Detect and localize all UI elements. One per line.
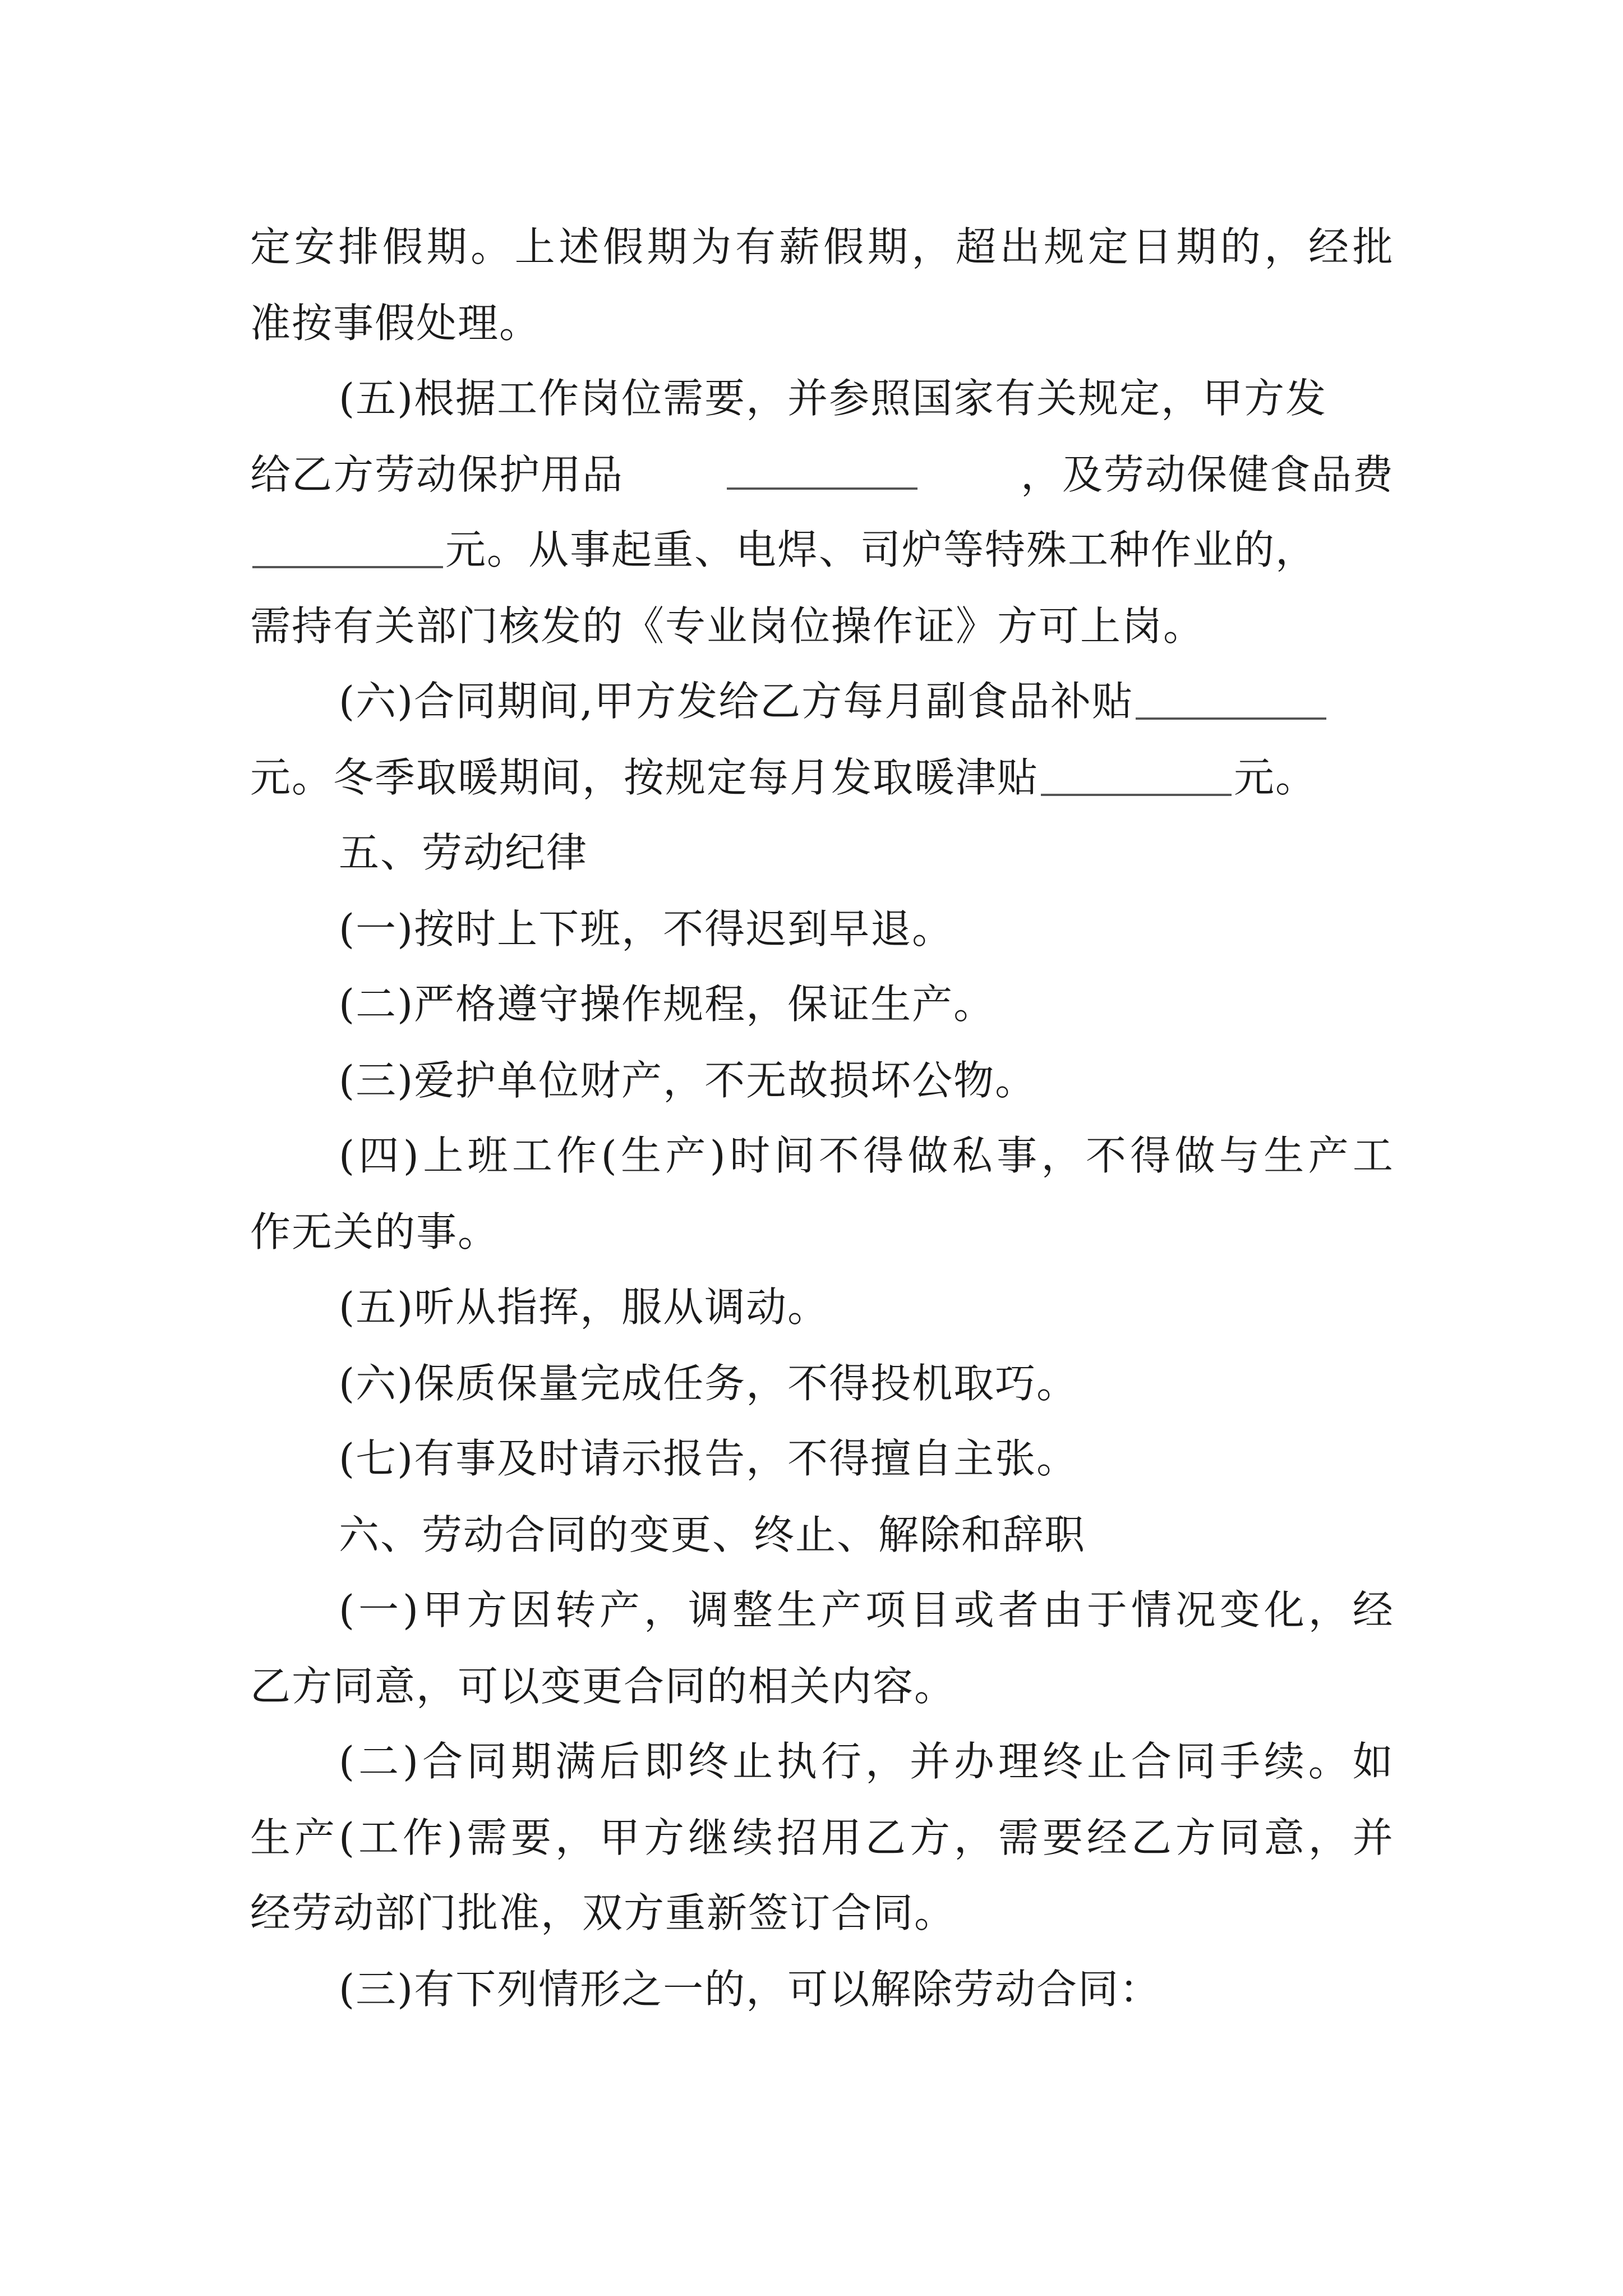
text-segment: 六、劳动合同的变更、终止、解除和辞职 [339, 1511, 1086, 1558]
text-segment: (五)根据工作岗位需要，并参照国家有关规定，甲方发 [339, 375, 1327, 422]
section-heading-contract-changes [339, 1496, 1394, 1574]
text-line-12 [339, 1041, 1394, 1120]
text-segment: (七)有事及时请示报告，不得擅自主张。 [339, 1435, 1078, 1482]
text-segment: ，及劳动保健食品费 [1020, 451, 1394, 498]
fill-in-blank-health-food-fee[interactable] [252, 566, 443, 568]
text-line-7 [339, 662, 1394, 740]
text-line-10 [339, 890, 1394, 968]
fill-in-blank-protective-gear[interactable] [727, 487, 917, 490]
text-line-13 [339, 1116, 1394, 1195]
text-line-5 [250, 510, 1394, 589]
text-line-4 [250, 435, 1394, 514]
text-line-2 [250, 284, 1394, 362]
text-segment: ( 一 ) 甲 方 因 转 产 ， 调 整 生 产 项 目 或 者 由 于 情 况 变 化 ， 经 [339, 1586, 1394, 1634]
text-segment: 乙方同意，可以变更合同的相关内容。 [250, 1663, 956, 1710]
text-line-8 [250, 738, 1394, 817]
text-segment: (六)合同期间,甲方发给乙方每月副食品补贴 [339, 678, 1134, 725]
text-segment: 定 安 排 假 期 。 上 述 假 期 为 有 薪 假 期 ， 超 出 规 定 日 期 的 ， 经 批 [250, 223, 1394, 270]
text-segment: (二)严格遵守操作规程，保证生产。 [339, 981, 995, 1028]
text-line-11 [339, 965, 1394, 1043]
text-segment: (一)按时上下班，不得迟到早退。 [339, 905, 954, 953]
text-line-3 [339, 359, 1394, 438]
text-segment: 需持有关部门核发的《专业岗位操作证》方可上岗。 [250, 602, 1205, 650]
text-line-20 [250, 1647, 1394, 1726]
section-heading-labor-discipline [339, 813, 1394, 892]
text-line-14 [250, 1193, 1394, 1271]
text-segment: 五、劳动纪律 [339, 829, 588, 876]
text-line-21 [339, 1722, 1394, 1801]
text-segment: 经劳动部门批准，双方重新签订合同。 [250, 1889, 956, 1936]
fill-in-blank-food-subsidy[interactable] [1136, 717, 1326, 720]
text-segment: 元。冬季取暖期间，按规定每月发取暖津贴 [250, 754, 1039, 801]
text-line-15 [339, 1268, 1394, 1346]
text-line-1 [250, 208, 1394, 286]
text-segment: (三)爱护单位财产，不无故损坏公物。 [339, 1057, 1037, 1104]
text-line-17 [339, 1419, 1394, 1498]
text-segment: 元。 [1234, 754, 1317, 801]
text-segment: 给乙方劳动保护用品 [250, 451, 624, 498]
text-line-23 [250, 1874, 1394, 1952]
text-segment: ( 二 ) 合 同 期 满 后 即 终 止 执 行 ， 并 办 理 终 止 合 同 手 续 。 如 [339, 1738, 1394, 1785]
text-segment: 准按事假处理。 [250, 300, 541, 347]
text-segment: 作无关的事。 [250, 1208, 500, 1255]
text-segment: (五)听从指挥，服从调动。 [339, 1283, 829, 1331]
text-line-19 [339, 1571, 1394, 1649]
text-line-6 [250, 587, 1394, 665]
fill-in-blank-heating-allowance[interactable] [1041, 794, 1232, 796]
text-segment: 生 产 ( 工 作 ) 需 要 ， 甲 方 继 续 招 用 乙 方 ， 需 要 经 乙 方 同 意 ， 并 [250, 1814, 1394, 1861]
text-line-24 [339, 1950, 1394, 2028]
text-segment: ( 四 ) 上 班 工 作 ( 生 产 ) 时 间 不 得 做 私 事 ， 不 得 做 与 生 产 工 [339, 1132, 1394, 1179]
text-segment: (六)保质保量完成任务，不得投机取巧。 [339, 1360, 1078, 1407]
text-segment: (三)有下列情形之一的，可以解除劳动合同： [339, 1966, 1161, 2013]
text-segment: 元。从事起重、电焊、司炉等特殊工种作业的， [445, 526, 1317, 573]
text-line-16 [339, 1344, 1394, 1423]
text-line-22 [250, 1798, 1394, 1877]
